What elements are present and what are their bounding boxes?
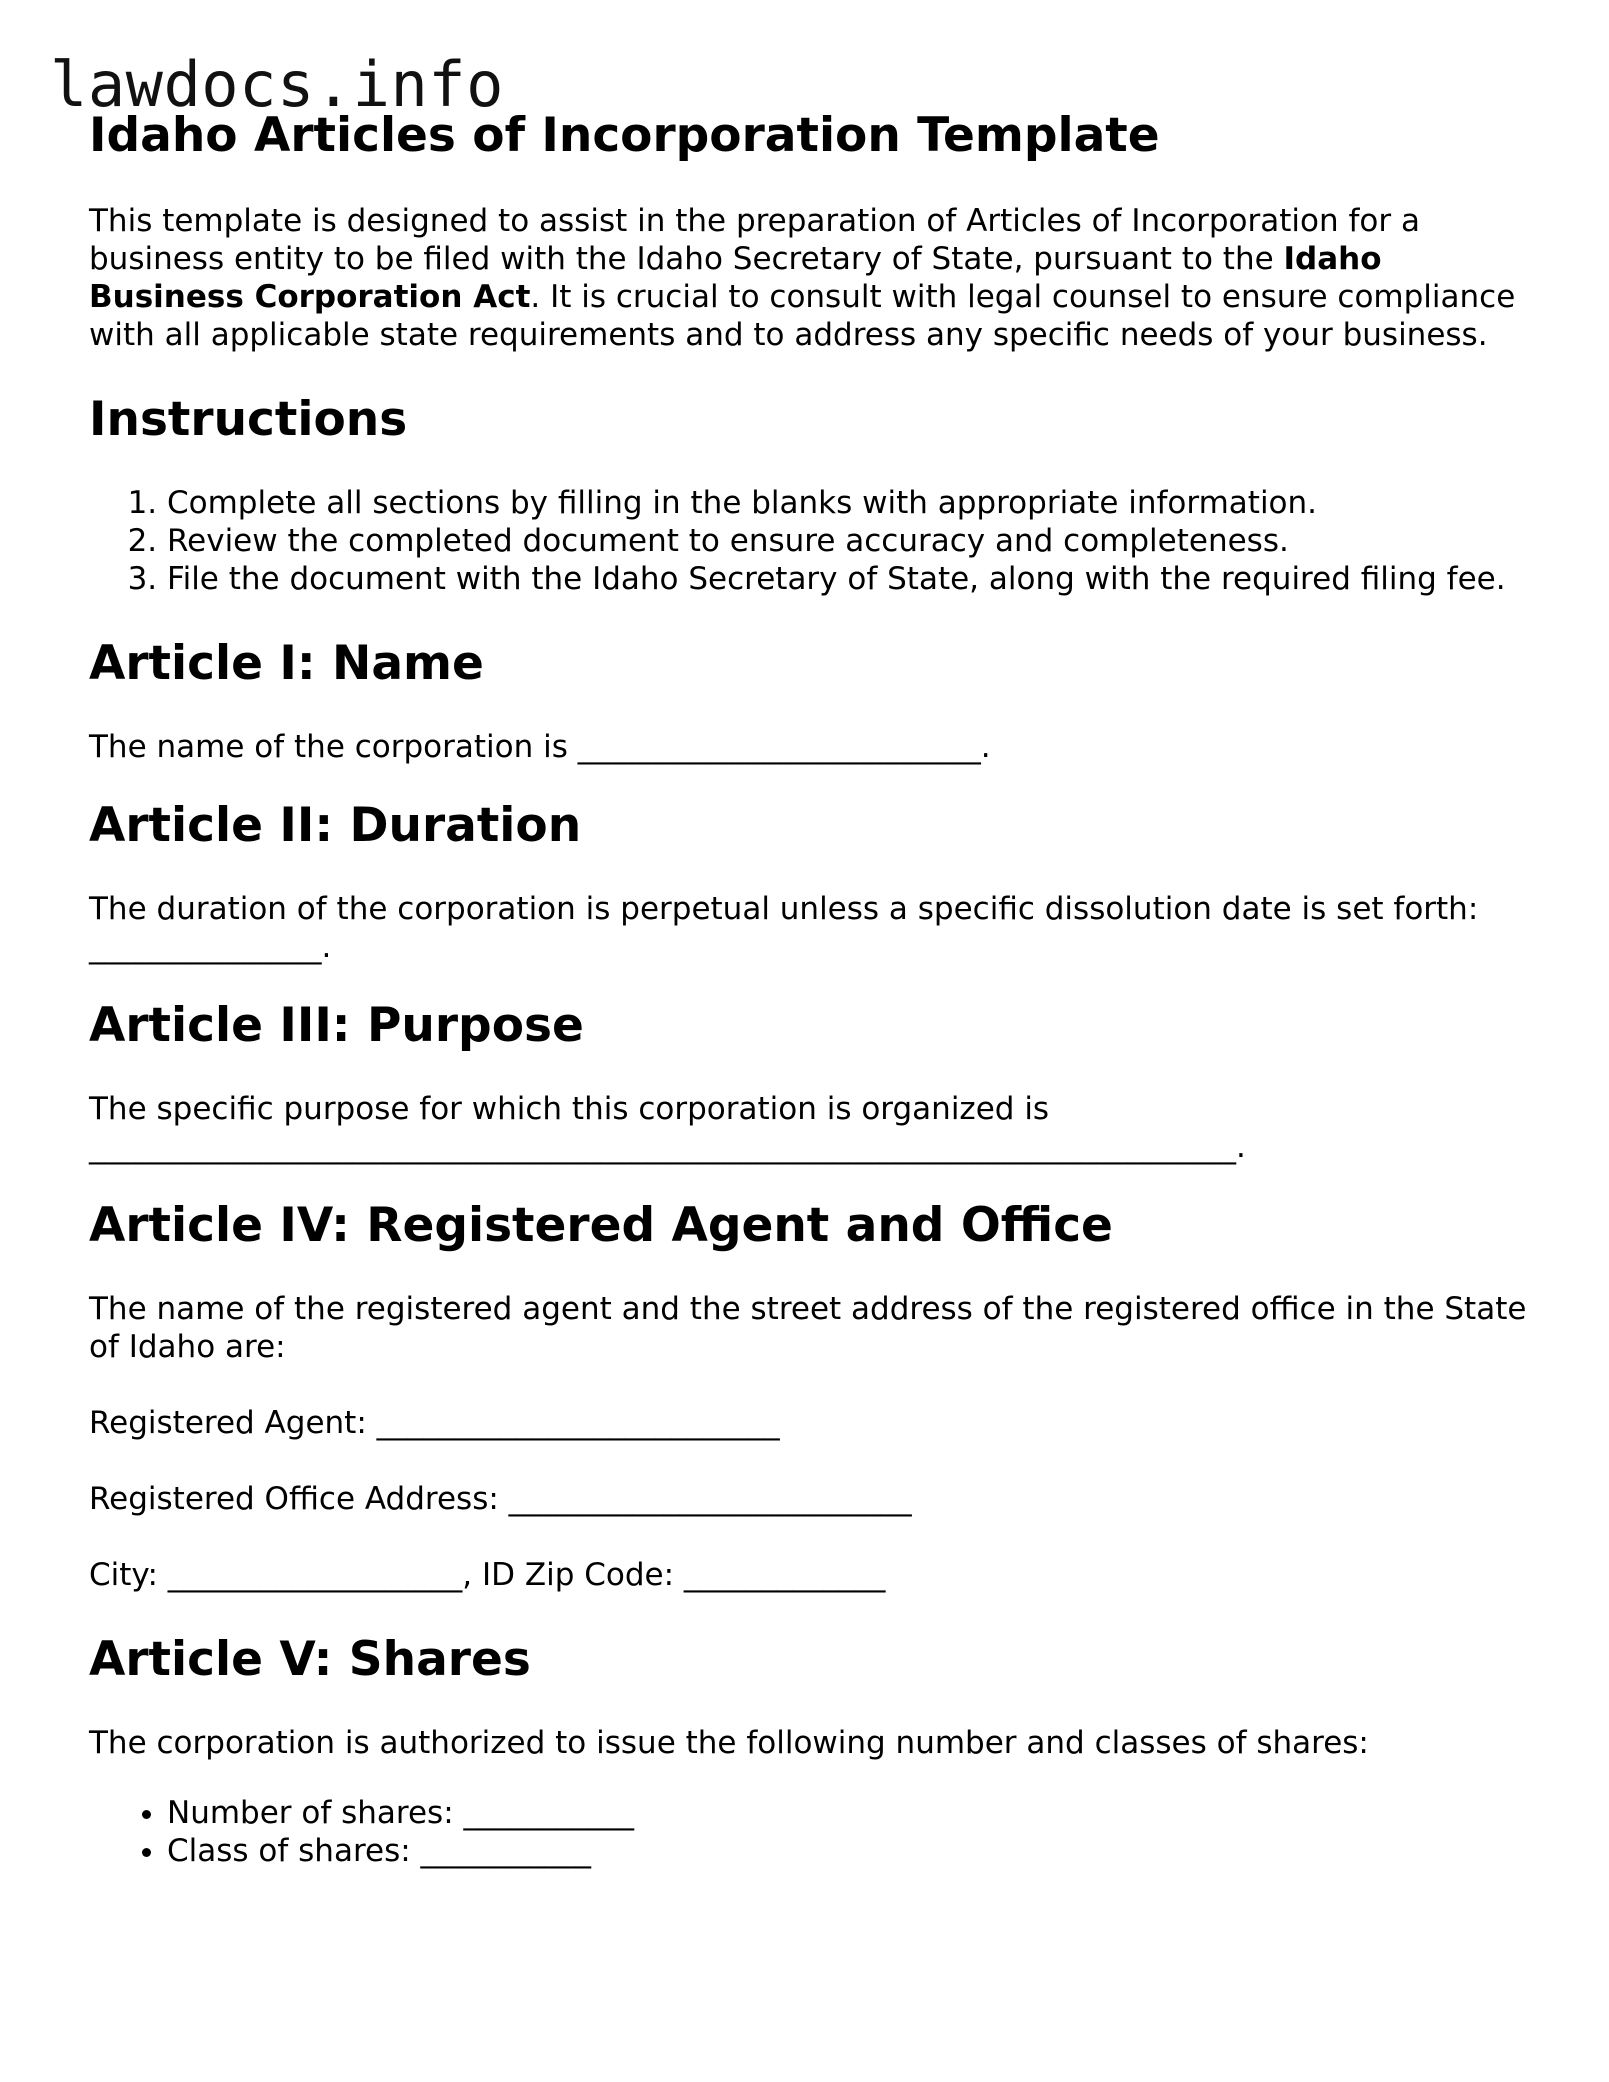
list-item: 2. Review the completed document to ensure accuracy and completeness. xyxy=(167,522,1529,560)
article-5-text: The corporation is authorized to issue the following number and classes of shares: xyxy=(89,1725,1369,1761)
article-2-text: The duration of the corporation is perpetual unless a specific dissolution date is set forth: _______________. xyxy=(89,891,1479,965)
instructions-list xyxy=(89,484,1529,598)
list-item: 3. File the document with the Idaho Secretary of State, along with the required filing fee. xyxy=(167,560,1529,598)
article-2-heading: Article II: Duration xyxy=(89,798,582,853)
list-item: 1. Complete all sections by filling in the blanks with appropriate information. xyxy=(167,484,1529,522)
intro-text-part2: . It is crucial to consult with legal counsel to ensure compliance with all applicable state requirements and to address any specific needs of your business. xyxy=(89,279,1516,353)
article-5-heading: Article V: Shares xyxy=(89,1632,531,1687)
document-body xyxy=(89,108,1529,1908)
article-1-heading: Article I: Name xyxy=(89,636,484,691)
article-3-heading: Article III: Purpose xyxy=(89,998,584,1053)
list-item: • Class of shares: ___________ xyxy=(167,1832,1529,1870)
article-4-text: The name of the registered agent and the street address of the registered office in the State of Idaho are: xyxy=(89,1291,1527,1365)
shares-list xyxy=(89,1794,1529,1870)
article-3-text: The specific purpose for which this corporation is organized is __________________________________________________________________________. xyxy=(89,1091,1246,1165)
instructions-heading: Instructions xyxy=(89,392,408,447)
document-title: Idaho Articles of Incorporation Template xyxy=(89,108,1160,163)
article-4-heading: Article IV: Registered Agent and Office xyxy=(89,1198,1113,1253)
registered-office-field: Registered Office Address: __________________________ xyxy=(89,1481,912,1517)
watermark-logo: lawdocs.info xyxy=(50,48,504,121)
city-zip-field: City: ___________________, ID Zip Code: _____________ xyxy=(89,1557,886,1593)
intro-paragraph xyxy=(89,202,1529,354)
article-1-text: The name of the corporation is __________________________. xyxy=(89,729,991,765)
act-name: Idaho Business Corporation Act xyxy=(89,241,1382,315)
list-item: • Number of shares: ___________ xyxy=(167,1794,1529,1832)
intro-text-part1: This template is designed to assist in the preparation of Articles of Incorporation for a business entity to be filed with the Idaho Secretary of State, pursuant to the xyxy=(89,203,1420,277)
registered-agent-field: Registered Agent: __________________________ xyxy=(89,1405,780,1441)
